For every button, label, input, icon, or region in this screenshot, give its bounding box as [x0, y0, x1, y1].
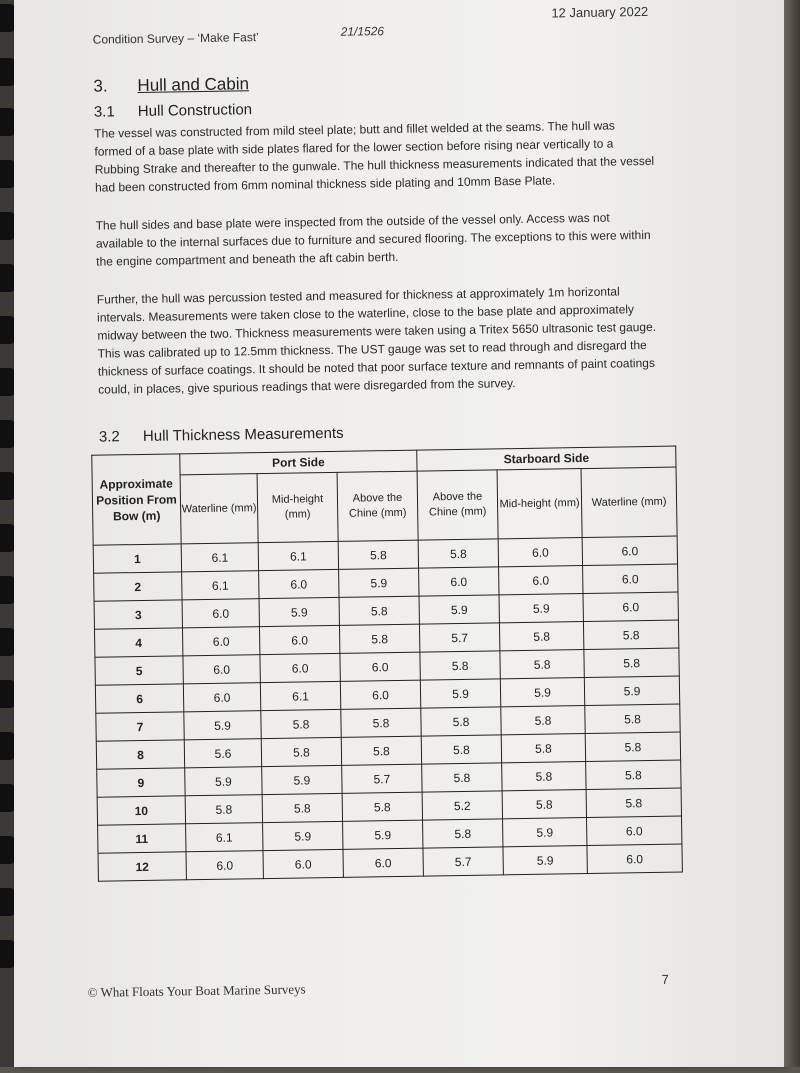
thickness-cell: 5.9: [584, 676, 679, 705]
thickness-cell: 5.6: [184, 739, 261, 768]
position-cell: 6: [95, 684, 183, 713]
header-date: 12 January 2022: [551, 3, 649, 21]
thickness-cell: 6.1: [260, 681, 340, 710]
thickness-cell: 5.7: [419, 623, 499, 652]
position-cell: 7: [96, 712, 184, 741]
section-heading: [93, 74, 249, 96]
thickness-cell: 6.0: [183, 655, 260, 684]
thickness-cell: 5.8: [502, 790, 586, 819]
thickness-cell: 6.1: [182, 571, 259, 600]
thickness-cell: 5.8: [501, 734, 585, 763]
thickness-cell: 6.0: [340, 652, 420, 681]
page-content: [6, 0, 793, 1073]
thickness-cell: 6.0: [340, 680, 420, 709]
thickness-cell: 6.0: [259, 569, 339, 598]
thickness-cell: 6.0: [498, 538, 582, 567]
thickness-cell: 6.0: [419, 567, 499, 596]
thickness-cell: 5.9: [499, 594, 583, 623]
thickness-cell: 5.8: [418, 539, 498, 568]
position-cell: 4: [94, 628, 182, 657]
thickness-cell: 6.1: [181, 543, 258, 572]
thickness-cell: 5.8: [585, 704, 680, 733]
column-header: Above the Chine (mm): [417, 470, 498, 540]
thickness-cell: 6.0: [583, 564, 678, 593]
footer-company: © What Floats Your Boat Marine Surveys: [87, 981, 306, 1000]
thickness-cell: 5.9: [500, 678, 584, 707]
position-cell: 9: [97, 768, 185, 797]
thickness-cell: 6.0: [263, 849, 343, 878]
thickness-cell: 5.9: [259, 597, 339, 626]
page-number: 7: [661, 971, 669, 987]
position-cell: 5: [95, 656, 183, 685]
position-cell: 12: [98, 852, 186, 881]
thickness-cell: 6.1: [258, 541, 338, 570]
thickness-cell: 6.0: [583, 592, 678, 621]
starboard-side-header: Starboard Side: [417, 446, 676, 471]
position-column-header: Approximate Position From Bow (m): [92, 454, 181, 545]
thickness-cell: 5.8: [421, 707, 501, 736]
thickness-cell: 5.8: [339, 596, 419, 625]
thickness-cell: 5.7: [423, 847, 503, 876]
thickness-cell: 6.0: [186, 851, 263, 880]
body-paragraph: The vessel was constructed from mild steel plate; butt and fillet welded at the seams. The hull was formed of a base plate with side plates flared for the lower section before rising near vertically to a Rubbing Strake and thereafter to the gunwale. The hull thickness measurements indicated that the vessel had been constructed from 6mm nominal thickness side plating and 10mm Base Plate.: [94, 118, 655, 195]
thickness-cell: 5.9: [503, 818, 587, 847]
thickness-cell: 5.9: [262, 765, 342, 794]
thickness-cell: 5.8: [342, 792, 422, 821]
column-header: Mid-height (mm): [257, 472, 338, 542]
thickness-cell: 5.8: [338, 540, 418, 569]
thickness-cell: 5.8: [262, 793, 342, 822]
page-edge: [784, 0, 800, 1067]
position-cell: 3: [94, 600, 182, 629]
thickness-cell: 5.8: [420, 651, 500, 680]
thickness-cell: 5.8: [583, 620, 678, 649]
thickness-cell: 6.0: [182, 599, 259, 628]
document-page: [14, 0, 784, 1067]
thickness-cell: 6.0: [499, 566, 583, 595]
thickness-cell: 5.8: [585, 732, 680, 761]
position-cell: 11: [98, 824, 186, 853]
column-header: Above the Chine (mm): [337, 471, 418, 541]
thickness-cell: 5.8: [501, 706, 585, 735]
subsection-heading: [94, 101, 252, 120]
position-cell: 10: [97, 796, 185, 825]
thickness-cell: 6.0: [182, 627, 259, 656]
thickness-cell: 5.7: [342, 764, 422, 793]
body-paragraph: Further, the hull was percussion tested and measured for thickness at approximately 1m horizontal intervals. Measurements were taken close to the waterline, close to the base plate and approximately midway between the two. Thickness measurements were taken using a Tritex 5650 ultrasonic test gauge. This was calibrated up to 12.5mm thickness. The UST gauge was set to read through and disregard the thickness of surface coatings. It should be noted that poor surface texture and remnants of paint coatings could, in places, give spurious readings that were disregarded from the survey.: [96, 284, 657, 397]
position-cell: 1: [93, 544, 181, 573]
thickness-cell: 5.8: [500, 650, 584, 679]
thickness-cell: 6.0: [183, 683, 260, 712]
thickness-cell: 5.8: [586, 760, 681, 789]
thickness-cell: 6.0: [582, 536, 677, 565]
thickness-cell: 5.8: [423, 819, 503, 848]
table-body: [93, 536, 682, 881]
thickness-cell: 5.8: [261, 709, 341, 738]
thickness-cell: 5.9: [184, 711, 261, 740]
column-header: Waterline (mm): [581, 467, 677, 537]
thickness-cell: 6.1: [186, 823, 263, 852]
thickness-cell: 5.8: [341, 736, 421, 765]
thickness-cell: 5.8: [499, 622, 583, 651]
thickness-cell: 5.2: [422, 791, 502, 820]
thickness-cell: 5.9: [185, 767, 262, 796]
table-section-number: 3.2: [98, 428, 120, 446]
table-section-title: Hull Thickness Measurements: [142, 424, 344, 445]
position-cell: 8: [96, 740, 184, 769]
thickness-cell: 5.8: [584, 648, 679, 677]
thickness-cell: 6.0: [259, 625, 339, 654]
column-header: Waterline (mm): [180, 474, 258, 544]
body-paragraph: The hull sides and base plate were inspected from the outside of the vessel only. Access was not available to the internal surfaces due to furniture and secured flooring. The exceptions to this were within the engine compartment and beneath the aft cabin berth.: [95, 210, 651, 269]
subsection-number: 3.1: [93, 103, 115, 121]
thickness-cell: 5.9: [420, 679, 500, 708]
port-side-header: Port Side: [180, 450, 417, 475]
thickness-cell: 6.0: [587, 844, 682, 873]
thickness-cell: 5.9: [339, 568, 419, 597]
thickness-cell: 6.0: [260, 653, 340, 682]
thickness-cell: 5.8: [339, 624, 419, 653]
header-reference: 21/1526: [340, 24, 385, 39]
table-heading: [99, 425, 344, 446]
thickness-cell: 6.0: [587, 816, 682, 845]
thickness-cell: 5.9: [419, 595, 499, 624]
thickness-cell: 5.8: [185, 795, 262, 824]
hull-thickness-table: [91, 446, 683, 882]
section-title: Hull and Cabin: [137, 74, 250, 95]
thickness-cell: 5.8: [261, 737, 341, 766]
thickness-cell: 5.8: [422, 763, 502, 792]
section-number: 3.: [93, 76, 108, 96]
position-cell: 2: [94, 572, 182, 601]
thickness-cell: 5.8: [421, 735, 501, 764]
thickness-cell: 6.0: [343, 848, 423, 877]
subsection-title: Hull Construction: [137, 101, 253, 120]
column-header: Mid-height (mm): [497, 469, 582, 539]
thickness-cell: 5.8: [586, 788, 681, 817]
header-title: Condition Survey – ‘Make Fast’: [92, 30, 259, 47]
thickness-cell: 5.8: [502, 762, 586, 791]
thickness-cell: 5.9: [343, 820, 423, 849]
thickness-cell: 5.9: [263, 821, 343, 850]
thickness-cell: 5.8: [341, 708, 421, 737]
thickness-cell: 5.9: [503, 846, 587, 875]
